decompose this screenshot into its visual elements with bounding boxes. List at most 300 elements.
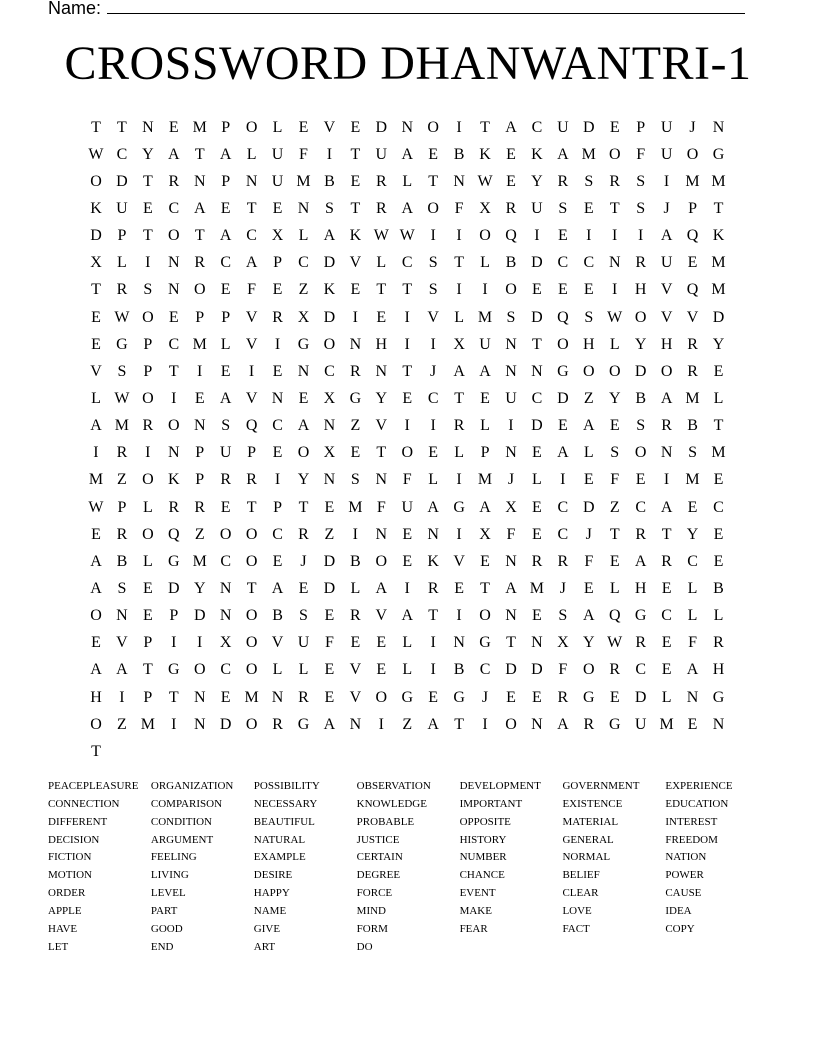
- grid-cell[interactable]: E: [532, 688, 542, 706]
- grid-cell[interactable]: T: [298, 498, 309, 516]
- grid-cell[interactable]: E: [454, 579, 464, 597]
- grid-cell[interactable]: X: [90, 254, 102, 272]
- grid-cell[interactable]: N: [142, 118, 154, 136]
- grid-cell[interactable]: L: [428, 471, 439, 489]
- grid-cell[interactable]: X: [557, 634, 569, 652]
- grid-cell[interactable]: Z: [117, 715, 127, 733]
- grid-cell[interactable]: I: [586, 227, 592, 245]
- grid-cell[interactable]: P: [221, 172, 231, 190]
- grid-cell[interactable]: I: [404, 579, 410, 597]
- grid-cell[interactable]: E: [350, 634, 361, 652]
- grid-cell[interactable]: O: [90, 172, 102, 190]
- grid-cell[interactable]: E: [713, 552, 724, 570]
- grid-cell[interactable]: O: [168, 417, 180, 435]
- grid-cell[interactable]: E: [713, 471, 724, 489]
- grid-cell[interactable]: D: [323, 579, 336, 597]
- grid-cell[interactable]: L: [350, 579, 361, 597]
- grid-cell[interactable]: A: [583, 607, 595, 625]
- grid-cell[interactable]: F: [324, 634, 334, 652]
- grid-cell[interactable]: C: [635, 661, 646, 679]
- grid-cell[interactable]: I: [508, 417, 514, 435]
- grid-cell[interactable]: E: [272, 362, 283, 380]
- grid-cell[interactable]: T: [454, 254, 464, 272]
- grid-cell[interactable]: U: [634, 715, 647, 733]
- grid-cell[interactable]: X: [479, 199, 491, 217]
- grid-cell[interactable]: E: [532, 498, 542, 516]
- grid-cell[interactable]: I: [378, 715, 384, 733]
- grid-cell[interactable]: Z: [583, 389, 594, 407]
- grid-cell[interactable]: G: [479, 634, 491, 652]
- grid-cell[interactable]: E: [220, 362, 231, 380]
- grid-cell[interactable]: S: [610, 444, 620, 462]
- grid-cell[interactable]: N: [193, 688, 206, 706]
- grid-cell[interactable]: O: [660, 362, 673, 380]
- grid-cell[interactable]: D: [557, 389, 569, 407]
- grid-cell[interactable]: T: [350, 145, 361, 163]
- grid-cell[interactable]: N: [531, 634, 543, 652]
- grid-cell[interactable]: O: [142, 308, 154, 326]
- grid-cell[interactable]: E: [609, 118, 620, 136]
- grid-cell[interactable]: R: [116, 444, 128, 462]
- grid-cell[interactable]: F: [376, 498, 386, 516]
- grid-cell[interactable]: Y: [297, 471, 310, 489]
- grid-cell[interactable]: I: [612, 281, 618, 299]
- grid-cell[interactable]: E: [557, 227, 568, 245]
- grid-cell[interactable]: X: [479, 525, 491, 543]
- grid-cell[interactable]: N: [193, 172, 206, 190]
- grid-cell[interactable]: T: [376, 281, 387, 299]
- grid-cell[interactable]: L: [480, 417, 490, 435]
- grid-cell[interactable]: T: [246, 579, 257, 597]
- grid-cell[interactable]: E: [298, 389, 309, 407]
- grid-cell[interactable]: E: [609, 688, 620, 706]
- grid-cell[interactable]: L: [609, 579, 620, 597]
- grid-cell[interactable]: I: [119, 688, 125, 706]
- grid-cell[interactable]: E: [376, 308, 387, 326]
- grid-cell[interactable]: U: [660, 145, 673, 163]
- grid-cell[interactable]: R: [557, 688, 569, 706]
- grid-cell[interactable]: I: [430, 634, 436, 652]
- grid-cell[interactable]: G: [712, 145, 725, 163]
- grid-cell[interactable]: W: [373, 227, 389, 245]
- grid-cell[interactable]: N: [712, 118, 725, 136]
- grid-cell[interactable]: S: [324, 199, 334, 217]
- grid-cell[interactable]: O: [686, 145, 699, 163]
- grid-cell[interactable]: L: [454, 444, 464, 462]
- grid-cell[interactable]: P: [195, 308, 205, 326]
- grid-cell[interactable]: Z: [117, 471, 127, 489]
- grid-cell[interactable]: R: [142, 417, 154, 435]
- grid-cell[interactable]: F: [454, 199, 464, 217]
- grid-cell[interactable]: P: [117, 227, 127, 245]
- grid-cell[interactable]: K: [323, 281, 336, 299]
- grid-cell[interactable]: E: [713, 362, 724, 380]
- grid-cell[interactable]: O: [375, 688, 388, 706]
- grid-cell[interactable]: I: [534, 227, 540, 245]
- grid-cell[interactable]: E: [376, 661, 387, 679]
- grid-cell[interactable]: M: [711, 281, 726, 299]
- grid-cell[interactable]: M: [711, 444, 726, 462]
- grid-cell[interactable]: D: [323, 308, 336, 326]
- grid-cell[interactable]: P: [143, 688, 153, 706]
- grid-cell[interactable]: R: [375, 172, 387, 190]
- grid-cell[interactable]: N: [219, 579, 232, 597]
- grid-cell[interactable]: O: [245, 715, 258, 733]
- grid-cell[interactable]: L: [661, 688, 672, 706]
- grid-cell[interactable]: E: [298, 118, 309, 136]
- grid-cell[interactable]: C: [557, 254, 569, 272]
- grid-cell[interactable]: C: [583, 254, 595, 272]
- grid-cell[interactable]: N: [168, 444, 180, 462]
- grid-cell[interactable]: R: [116, 281, 128, 299]
- grid-cell[interactable]: C: [713, 498, 724, 516]
- grid-cell[interactable]: C: [687, 552, 698, 570]
- grid-cell[interactable]: T: [402, 281, 413, 299]
- grid-cell[interactable]: M: [477, 308, 493, 326]
- grid-cell[interactable]: V: [349, 688, 362, 706]
- grid-cell[interactable]: S: [143, 281, 153, 299]
- grid-cell[interactable]: B: [713, 579, 724, 597]
- grid-cell[interactable]: N: [453, 634, 465, 652]
- grid-cell[interactable]: Z: [298, 281, 309, 299]
- grid-cell[interactable]: M: [529, 579, 545, 597]
- grid-cell[interactable]: U: [375, 145, 388, 163]
- grid-cell[interactable]: E: [142, 199, 153, 217]
- grid-cell[interactable]: D: [531, 254, 543, 272]
- grid-cell[interactable]: N: [505, 362, 517, 380]
- grid-cell[interactable]: N: [427, 525, 439, 543]
- grid-cell[interactable]: O: [479, 607, 491, 625]
- grid-cell[interactable]: D: [634, 362, 647, 380]
- grid-cell[interactable]: O: [219, 525, 232, 543]
- grid-cell[interactable]: R: [168, 172, 180, 190]
- grid-cell[interactable]: T: [480, 579, 490, 597]
- grid-cell[interactable]: I: [456, 607, 462, 625]
- grid-cell[interactable]: I: [482, 281, 488, 299]
- grid-cell[interactable]: A: [583, 417, 595, 435]
- grid-cell[interactable]: A: [686, 661, 699, 679]
- grid-cell[interactable]: B: [635, 389, 646, 407]
- grid-cell[interactable]: B: [324, 172, 335, 190]
- grid-cell[interactable]: M: [114, 417, 130, 435]
- grid-cell[interactable]: M: [685, 389, 700, 407]
- grid-cell[interactable]: E: [402, 552, 413, 570]
- grid-cell[interactable]: C: [324, 362, 335, 380]
- grid-cell[interactable]: U: [557, 118, 569, 136]
- grid-cell[interactable]: E: [220, 498, 231, 516]
- grid-cell[interactable]: E: [272, 199, 283, 217]
- grid-cell[interactable]: E: [91, 335, 101, 353]
- grid-cell[interactable]: D: [323, 552, 336, 570]
- grid-cell[interactable]: I: [456, 227, 462, 245]
- grid-cell[interactable]: R: [635, 525, 646, 543]
- grid-cell[interactable]: T: [168, 362, 179, 380]
- grid-cell[interactable]: L: [480, 254, 490, 272]
- grid-cell[interactable]: I: [430, 335, 436, 353]
- grid-cell[interactable]: Y: [375, 389, 388, 407]
- grid-cell[interactable]: O: [427, 118, 439, 136]
- grid-cell[interactable]: C: [298, 254, 309, 272]
- grid-cell[interactable]: Y: [583, 634, 595, 652]
- grid-cell[interactable]: T: [194, 227, 205, 245]
- grid-cell[interactable]: E: [220, 281, 231, 299]
- grid-cell[interactable]: N: [375, 362, 388, 380]
- grid-cell[interactable]: C: [220, 661, 231, 679]
- grid-cell[interactable]: O: [608, 145, 621, 163]
- grid-cell[interactable]: E: [583, 579, 594, 597]
- grid-cell[interactable]: A: [479, 362, 491, 380]
- grid-cell[interactable]: D: [193, 607, 206, 625]
- grid-cell[interactable]: E: [506, 145, 516, 163]
- grid-cell[interactable]: E: [428, 444, 439, 462]
- grid-cell[interactable]: L: [713, 389, 724, 407]
- grid-cell[interactable]: L: [713, 607, 724, 625]
- grid-cell[interactable]: C: [272, 417, 283, 435]
- grid-cell[interactable]: U: [660, 118, 673, 136]
- grid-cell[interactable]: L: [687, 607, 698, 625]
- grid-cell[interactable]: E: [194, 389, 205, 407]
- grid-cell[interactable]: N: [453, 172, 465, 190]
- grid-cell[interactable]: W: [114, 389, 130, 407]
- grid-cell[interactable]: E: [583, 199, 594, 217]
- grid-cell[interactable]: R: [505, 199, 517, 217]
- grid-cell[interactable]: D: [505, 661, 517, 679]
- grid-cell[interactable]: E: [635, 471, 646, 489]
- grid-cell[interactable]: T: [609, 199, 620, 217]
- grid-cell[interactable]: A: [427, 498, 439, 516]
- grid-cell[interactable]: X: [219, 634, 232, 652]
- grid-cell[interactable]: V: [349, 661, 362, 679]
- grid-cell[interactable]: E: [506, 172, 516, 190]
- grid-cell[interactable]: R: [194, 254, 206, 272]
- grid-cell[interactable]: G: [557, 362, 569, 380]
- grid-cell[interactable]: N: [349, 715, 362, 733]
- grid-cell[interactable]: I: [404, 308, 410, 326]
- grid-cell[interactable]: I: [456, 525, 462, 543]
- grid-cell[interactable]: L: [532, 471, 542, 489]
- grid-cell[interactable]: T: [661, 525, 672, 543]
- grid-cell[interactable]: L: [402, 634, 413, 652]
- grid-cell[interactable]: O: [90, 607, 102, 625]
- grid-cell[interactable]: S: [636, 199, 646, 217]
- grid-cell[interactable]: K: [427, 552, 439, 570]
- grid-cell[interactable]: D: [712, 308, 725, 326]
- grid-cell[interactable]: N: [323, 417, 336, 435]
- grid-cell[interactable]: M: [685, 471, 700, 489]
- grid-cell[interactable]: Z: [609, 498, 620, 516]
- grid-cell[interactable]: E: [661, 634, 672, 652]
- grid-cell[interactable]: E: [557, 417, 568, 435]
- grid-cell[interactable]: Q: [168, 525, 180, 543]
- grid-cell[interactable]: U: [219, 444, 232, 462]
- grid-cell[interactable]: D: [531, 417, 543, 435]
- grid-cell[interactable]: O: [168, 227, 180, 245]
- grid-cell[interactable]: A: [219, 227, 232, 245]
- grid-cell[interactable]: J: [689, 118, 696, 136]
- grid-cell[interactable]: P: [688, 199, 697, 217]
- grid-cell[interactable]: G: [168, 661, 180, 679]
- grid-cell[interactable]: J: [507, 471, 515, 489]
- grid-cell[interactable]: N: [297, 362, 310, 380]
- grid-cell[interactable]: H: [634, 579, 647, 597]
- grid-cell[interactable]: E: [661, 579, 672, 597]
- grid-cell[interactable]: S: [117, 362, 127, 380]
- grid-cell[interactable]: Q: [608, 607, 621, 625]
- grid-cell[interactable]: A: [168, 145, 180, 163]
- grid-cell[interactable]: I: [145, 444, 151, 462]
- grid-cell[interactable]: N: [349, 335, 362, 353]
- grid-cell[interactable]: J: [430, 362, 437, 380]
- grid-cell[interactable]: I: [93, 444, 99, 462]
- grid-cell[interactable]: R: [453, 417, 465, 435]
- grid-cell[interactable]: I: [637, 227, 644, 245]
- grid-cell[interactable]: H: [583, 335, 595, 353]
- grid-cell[interactable]: D: [168, 579, 180, 597]
- grid-cell[interactable]: A: [660, 389, 673, 407]
- grid-cell[interactable]: L: [298, 661, 309, 679]
- grid-cell[interactable]: O: [245, 661, 258, 679]
- grid-cell[interactable]: H: [660, 335, 673, 353]
- grid-cell[interactable]: T: [91, 742, 101, 760]
- grid-cell[interactable]: M: [348, 498, 363, 516]
- grid-cell[interactable]: R: [713, 634, 724, 652]
- grid-cell[interactable]: C: [531, 389, 543, 407]
- grid-cell[interactable]: T: [609, 525, 620, 543]
- grid-cell[interactable]: P: [143, 634, 153, 652]
- grid-cell[interactable]: C: [635, 498, 646, 516]
- grid-cell[interactable]: M: [659, 715, 674, 733]
- grid-cell[interactable]: I: [171, 715, 177, 733]
- grid-cell[interactable]: A: [453, 362, 465, 380]
- grid-cell[interactable]: D: [634, 688, 647, 706]
- grid-cell[interactable]: A: [245, 254, 258, 272]
- grid-cell[interactable]: E: [272, 444, 283, 462]
- grid-cell[interactable]: N: [219, 607, 232, 625]
- name-underline[interactable]: [107, 0, 745, 14]
- grid-cell[interactable]: D: [90, 227, 102, 245]
- grid-cell[interactable]: Z: [350, 417, 361, 435]
- grid-cell[interactable]: V: [245, 308, 258, 326]
- grid-cell[interactable]: E: [142, 579, 153, 597]
- grid-cell[interactable]: V: [375, 607, 388, 625]
- grid-cell[interactable]: S: [350, 471, 360, 489]
- grid-cell[interactable]: V: [686, 308, 699, 326]
- grid-cell[interactable]: W: [477, 172, 493, 190]
- grid-cell[interactable]: J: [559, 579, 566, 597]
- grid-cell[interactable]: C: [246, 227, 257, 245]
- grid-cell[interactable]: A: [660, 498, 673, 516]
- grid-cell[interactable]: L: [609, 335, 620, 353]
- grid-cell[interactable]: G: [297, 715, 310, 733]
- grid-cell[interactable]: I: [404, 335, 410, 353]
- grid-cell[interactable]: L: [220, 335, 231, 353]
- grid-cell[interactable]: N: [660, 444, 673, 462]
- grid-cell[interactable]: T: [428, 172, 439, 190]
- grid-cell[interactable]: X: [323, 444, 336, 462]
- grid-cell[interactable]: T: [246, 199, 257, 217]
- grid-cell[interactable]: C: [531, 118, 543, 136]
- grid-cell[interactable]: I: [560, 471, 566, 489]
- grid-cell[interactable]: E: [91, 634, 101, 652]
- grid-cell[interactable]: I: [274, 471, 281, 489]
- grid-cell[interactable]: L: [142, 498, 153, 516]
- name-field[interactable]: [48, 0, 745, 18]
- grid-cell[interactable]: C: [661, 607, 672, 625]
- grid-cell[interactable]: I: [456, 281, 462, 299]
- grid-cell[interactable]: I: [326, 145, 333, 163]
- grid-cell[interactable]: I: [663, 471, 670, 489]
- grid-cell[interactable]: Y: [193, 579, 206, 597]
- grid-cell[interactable]: W: [607, 634, 623, 652]
- grid-cell[interactable]: I: [430, 661, 436, 679]
- grid-cell[interactable]: F: [610, 471, 620, 489]
- grid-cell[interactable]: C: [168, 199, 180, 217]
- grid-cell[interactable]: R: [609, 172, 621, 190]
- grid-cell[interactable]: A: [479, 498, 491, 516]
- grid-cell[interactable]: N: [608, 254, 621, 272]
- grid-cell[interactable]: N: [505, 335, 517, 353]
- grid-cell[interactable]: R: [298, 525, 309, 543]
- grid-cell[interactable]: C: [116, 145, 128, 163]
- grid-cell[interactable]: U: [116, 199, 128, 217]
- grid-cell[interactable]: N: [686, 688, 699, 706]
- grid-cell[interactable]: A: [557, 444, 569, 462]
- grid-cell[interactable]: E: [687, 498, 698, 516]
- grid-cell[interactable]: D: [375, 118, 388, 136]
- grid-cell[interactable]: E: [661, 661, 672, 679]
- grid-cell[interactable]: V: [271, 634, 284, 652]
- grid-cell[interactable]: G: [453, 498, 465, 516]
- grid-cell[interactable]: J: [585, 525, 592, 543]
- grid-cell[interactable]: O: [245, 525, 258, 543]
- grid-cell[interactable]: I: [663, 172, 670, 190]
- grid-cell[interactable]: E: [350, 281, 361, 299]
- grid-cell[interactable]: A: [375, 579, 388, 597]
- grid-cell[interactable]: I: [430, 417, 436, 435]
- grid-cell[interactable]: A: [634, 552, 647, 570]
- grid-cell[interactable]: F: [402, 471, 412, 489]
- grid-cell[interactable]: N: [297, 199, 310, 217]
- grid-cell[interactable]: I: [456, 471, 462, 489]
- grid-cell[interactable]: V: [90, 362, 102, 380]
- grid-cell[interactable]: A: [505, 118, 517, 136]
- grid-cell[interactable]: M: [581, 145, 596, 163]
- grid-cell[interactable]: O: [142, 389, 154, 407]
- grid-cell[interactable]: S: [558, 607, 568, 625]
- grid-cell[interactable]: R: [298, 688, 309, 706]
- grid-cell[interactable]: R: [116, 525, 128, 543]
- grid-cell[interactable]: A: [323, 227, 336, 245]
- grid-cell[interactable]: T: [532, 335, 542, 353]
- grid-cell[interactable]: P: [480, 444, 490, 462]
- grid-cell[interactable]: S: [688, 444, 697, 462]
- grid-cell[interactable]: A: [557, 715, 569, 733]
- grid-cell[interactable]: O: [427, 199, 439, 217]
- grid-cell[interactable]: O: [505, 715, 517, 733]
- grid-cell[interactable]: E: [272, 552, 283, 570]
- grid-cell[interactable]: R: [635, 634, 646, 652]
- grid-cell[interactable]: P: [143, 362, 153, 380]
- grid-cell[interactable]: O: [193, 661, 206, 679]
- grid-cell[interactable]: A: [90, 661, 102, 679]
- grid-cell[interactable]: E: [168, 308, 179, 326]
- grid-cell[interactable]: N: [116, 607, 128, 625]
- grid-cell[interactable]: P: [143, 335, 153, 353]
- grid-cell[interactable]: X: [271, 227, 284, 245]
- grid-cell[interactable]: B: [116, 552, 128, 570]
- grid-cell[interactable]: M: [192, 118, 207, 136]
- grid-cell[interactable]: C: [557, 498, 569, 516]
